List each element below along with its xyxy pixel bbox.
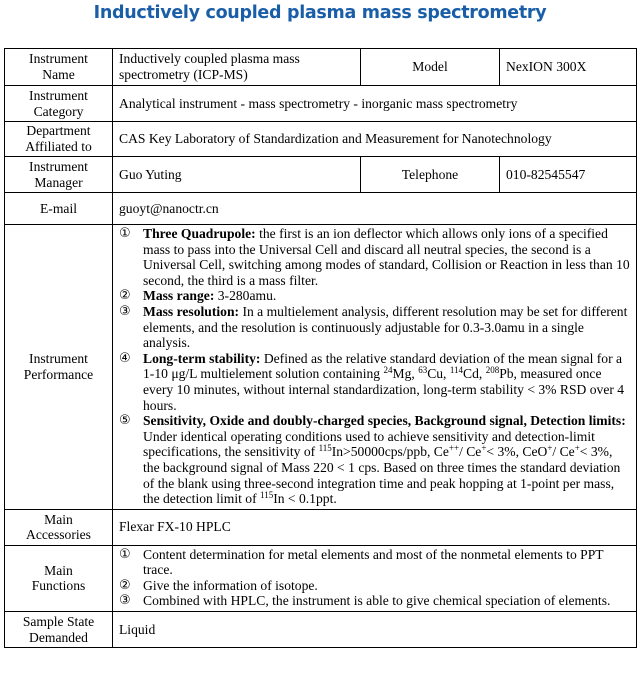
functions-list (113, 545, 637, 611)
row-department (5, 122, 637, 157)
item-text: Under identical operating conditions used to achieve sensitivity and detection-limit specifications, the sensitivity of (143, 428, 595, 460)
sample-state-value: Liquid (113, 612, 637, 648)
charge-superscript: + (547, 443, 553, 454)
item-text: Pb, measured once every 10 minutes, without internal standardization, long-term stability < 3% RSD over 4 hours. (143, 366, 625, 413)
label-line-1: Instrument (29, 158, 88, 174)
charge-superscript: ++ (448, 443, 460, 454)
label-line-1: Department (26, 123, 91, 139)
charge-superscript: + (574, 443, 580, 454)
label-line-1: Main (44, 562, 73, 578)
item-text: In a multielement analysis, different resolution may be set for different elements, and the resolution is continuously adjustable for 0.3-3.0amu in a single analysis. (143, 303, 628, 351)
performance-item (119, 304, 630, 351)
telephone-value: 010-82545547 (500, 157, 637, 193)
page-title: Inductively coupled plasma mass spectrometry (93, 3, 547, 23)
item-text: 3-280amu. (214, 288, 277, 304)
isotope-number: 208 (485, 365, 500, 376)
function-item (119, 547, 630, 578)
label-instrument-name (5, 49, 113, 86)
item-heading: Mass resolution: (143, 303, 240, 319)
row-accessories (5, 509, 637, 545)
performance-list (113, 225, 637, 510)
label-line-2: Manager (34, 174, 83, 190)
isotope-number: 63 (418, 365, 428, 376)
label-instrument-category (5, 86, 113, 122)
item-text: the first is an ion deflector which allows only ions of a specified mass to pass into the Universal Cell and discard all neutral species, the second is a Universal Cell, switching among modes of standard, Collision or Reaction in less than 10 second, the third is a mass filter. (143, 226, 630, 288)
performance-item (119, 351, 630, 413)
label-line-2: Name (42, 67, 75, 82)
item-text: / Ce (552, 444, 575, 460)
row-email (5, 193, 637, 225)
element-symbol: Mg, (392, 366, 419, 382)
label-line-1: Instrument (29, 351, 88, 367)
label-department (5, 122, 113, 157)
element-symbol: Cd, (463, 366, 486, 382)
performance-item (119, 288, 630, 304)
model-label: Model (361, 49, 500, 86)
label-line-2: Accessories (26, 527, 91, 543)
circled-number-1-icon: ① (119, 546, 131, 562)
item-heading: Sensitivity, Oxide and doubly-charged species, Background signal, Detection limits: (143, 413, 626, 429)
circled-number-3-icon: ③ (119, 303, 131, 319)
item-text: Content determination for metal elements and most of the nonmetal elements to PPT trace. (143, 546, 604, 578)
label-line-2: Affiliated to (25, 139, 92, 154)
row-instrument-category (5, 86, 637, 122)
element-symbol: Cu, (427, 366, 450, 382)
row-functions (5, 545, 637, 611)
isotope-number: 114 (449, 365, 464, 376)
label-performance (5, 225, 113, 510)
circled-number-2-icon: ② (119, 577, 131, 593)
row-performance (5, 225, 637, 510)
instrument-name-value: Inductively coupled plasma mass spectrometry (ICP-MS) (113, 49, 361, 86)
circled-number-5-icon: ⑤ (119, 413, 131, 429)
row-sample-state (5, 612, 637, 648)
function-item (119, 593, 630, 609)
instrument-info-table (4, 48, 637, 648)
telephone-label: Telephone (361, 157, 500, 193)
label-line-2: Functions (31, 578, 86, 594)
performance-item (119, 226, 630, 288)
label-line-2: Category (33, 103, 84, 119)
row-instrument-name (5, 49, 637, 86)
label-sample-state (5, 612, 113, 648)
label-line-1: Instrument (29, 51, 88, 67)
item-heading: Long-term stability: (143, 350, 261, 366)
model-value: NexION 300X (500, 49, 637, 86)
circled-number-4-icon: ④ (119, 350, 131, 366)
item-heading: Three Quadrupole: (143, 226, 256, 241)
label-email: E-mail (5, 193, 113, 225)
item-text: Give the information of isotope. (143, 577, 318, 593)
item-text: In>50000cps/ppb, Ce (331, 444, 449, 460)
item-text: < 3%, the background signal of Mass 220 < 1 cps. Based on three times the standard deviation of the blank using three-second integration time and peak hopping at 1-point per mass, the detection limit of (143, 444, 621, 507)
circled-number-3-icon: ③ (119, 593, 131, 609)
label-line-2: Demanded (29, 629, 88, 645)
item-text: Combined with HPLC, the instrument is able to give chemical speciation of elements. (143, 593, 611, 609)
item-text: In < 0.1ppt. (273, 491, 337, 507)
row-manager (5, 157, 637, 193)
circled-number-2-icon: ② (119, 288, 131, 304)
instrument-category-value: Analytical instrument - mass spectrometry - inorganic mass spectrometry (113, 86, 637, 122)
item-text: / Ce (459, 444, 482, 460)
label-functions (5, 545, 113, 611)
label-accessories (5, 509, 113, 545)
label-line-1: Main (44, 511, 73, 527)
item-text: < 3%, CeO (486, 444, 548, 460)
accessories-value: Flexar FX-10 HPLC (113, 509, 637, 545)
isotope-number: 24 (383, 365, 393, 376)
charge-superscript: + (481, 443, 487, 454)
manager-value: Guo Yuting (113, 157, 361, 193)
email-value: guoyt@nanoctr.cn (113, 193, 637, 225)
circled-number-1-icon: ① (119, 226, 131, 241)
isotope-number: 115 (318, 443, 332, 454)
item-heading: Mass range: (143, 288, 215, 304)
label-line-1: Sample State (22, 613, 95, 629)
label-manager (5, 157, 113, 193)
performance-item (119, 413, 630, 507)
function-item (119, 578, 630, 594)
department-value: CAS Key Laboratory of Standardization and Measurement for Nanotechnology (113, 122, 637, 157)
label-line-1: Instrument (29, 87, 88, 103)
item-text: Defined as the relative standard deviation of the mean signal for a 1-10 μg/L multielement solution containing (143, 350, 623, 382)
isotope-number: 115 (260, 490, 274, 501)
label-line-2: Performance (23, 366, 94, 382)
